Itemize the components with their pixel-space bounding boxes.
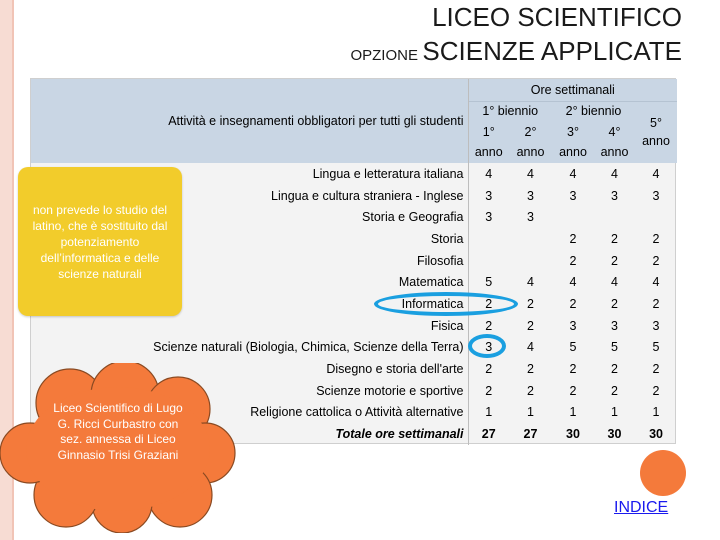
hours-cell: 2 xyxy=(569,231,577,246)
slide-title: LICEO SCIENTIFICO xyxy=(432,2,682,32)
table-row xyxy=(31,315,677,337)
subtitle-prefix: OPZIONE xyxy=(350,47,418,64)
hours-cell: 4 xyxy=(652,166,660,181)
hours-cell: 1 xyxy=(485,405,493,420)
hours-cell: 2 xyxy=(485,383,493,398)
hours-cell: 3 xyxy=(569,188,577,203)
hours-cell: 4 xyxy=(611,275,618,290)
hours-cell: 1 xyxy=(569,405,577,420)
hours-cell: 1 xyxy=(652,405,660,420)
hours-cell: 5 xyxy=(569,340,577,355)
hours-cell: 3 xyxy=(652,318,660,333)
header-year-5-number: 5° xyxy=(650,116,662,131)
header-year-3-anno: anno xyxy=(559,145,587,159)
hours-cell: 4 xyxy=(527,275,534,290)
subtitle-main: SCIENZE APPLICATE xyxy=(422,36,682,66)
index-link[interactable]: INDICE xyxy=(614,499,669,516)
hours-cell: 3 xyxy=(485,188,493,203)
hours-cell: 3 xyxy=(485,340,493,355)
subject-cell: Filosofia xyxy=(31,250,468,272)
header-year-5-anno: anno xyxy=(642,134,670,149)
hours-cell: 2 xyxy=(652,362,660,377)
hours-cell: 3 xyxy=(527,210,534,225)
subject-cell: Informatica xyxy=(31,293,468,315)
hours-cell xyxy=(552,206,594,228)
hours-cell: 2 xyxy=(485,318,493,333)
latin-note-text: non prevede lo studio del latino, che è sostituito dal potenziamento dell’informatica e delle scienze naturali xyxy=(32,202,168,281)
total-label: Totale ore settimanali xyxy=(31,423,468,445)
subject-cell: Disegno e storia dell'arte xyxy=(31,358,468,380)
subject-cell: Matematica xyxy=(31,271,468,293)
hours-cell: 2 xyxy=(569,383,577,398)
total-cell: 30 xyxy=(607,427,622,442)
header-year-2-anno: anno xyxy=(516,145,545,159)
subject-cell: Lingua e letteratura italiana xyxy=(31,163,468,185)
hours-cell: 3 xyxy=(611,318,618,333)
header-year-2-number: 2° xyxy=(524,125,537,139)
hours-cell: 2 xyxy=(611,362,618,377)
hours-cell: 2 xyxy=(611,253,618,268)
header-year-1-number: 1° xyxy=(482,125,495,139)
header-year-3 xyxy=(552,121,594,163)
subject-cell: Religione cattolica o Attività alternative xyxy=(31,402,468,424)
hours-cell: 2 xyxy=(611,383,618,398)
header-year-2 xyxy=(509,121,552,163)
hours-cell: 2 xyxy=(485,362,493,377)
header-hours: Ore settimanali xyxy=(468,79,677,101)
hours-cell: 2 xyxy=(652,231,660,246)
hours-cell: 1 xyxy=(611,405,618,420)
hours-cell xyxy=(509,228,552,250)
subject-cell: Lingua e cultura straniera - Inglese xyxy=(31,185,468,207)
hours-cell: 4 xyxy=(485,166,493,181)
hours-cell: 4 xyxy=(569,166,577,181)
hours-cell: 2 xyxy=(527,318,534,333)
hours-cell xyxy=(594,206,635,228)
hours-cell: 3 xyxy=(527,188,534,203)
subject-cell: Storia e Geografia xyxy=(31,206,468,228)
hours-cell: 2 xyxy=(652,253,660,268)
hours-cell: 4 xyxy=(569,275,577,290)
subject-cell: Scienze motorie e sportive xyxy=(31,380,468,402)
hours-cell: 2 xyxy=(611,231,618,246)
header-biennio-2: 2° biennio xyxy=(552,101,635,121)
table-row xyxy=(31,337,677,359)
decorative-orange-circle xyxy=(640,450,686,496)
header-year-4-anno: anno xyxy=(600,145,629,159)
hours-cell: 5 xyxy=(652,340,660,355)
slide-subtitle xyxy=(350,36,682,67)
subject-cell: Fisica xyxy=(31,315,468,337)
hours-cell: 3 xyxy=(611,188,618,203)
hours-cell: 3 xyxy=(485,210,493,225)
header-year-3-number: 3° xyxy=(567,125,579,139)
subject-cell: Scienze naturali (Biologia, Chimica, Scienze della Terra) xyxy=(31,337,468,359)
header-year-1 xyxy=(468,121,509,163)
hours-cell: 5 xyxy=(611,340,618,355)
hours-cell: 4 xyxy=(611,166,618,181)
highlight-ellipse-informatica xyxy=(374,292,518,316)
hours-cell xyxy=(635,206,677,228)
hours-cell: 2 xyxy=(527,296,534,311)
header-biennio-1: 1° biennio xyxy=(468,101,552,121)
header-year-5 xyxy=(635,101,677,163)
hours-cell: 5 xyxy=(485,275,493,290)
hours-cell: 4 xyxy=(652,275,660,290)
header-year-1-anno: anno xyxy=(474,145,503,159)
hours-cell: 1 xyxy=(527,405,534,420)
hours-cell: 3 xyxy=(569,318,577,333)
highlight-ellipse-scienze xyxy=(468,334,506,358)
hours-cell xyxy=(468,250,509,272)
total-cell: 27 xyxy=(523,427,538,442)
header-year-4-number: 4° xyxy=(608,125,621,139)
hours-cell: 4 xyxy=(527,166,534,181)
hours-cell: 4 xyxy=(527,340,534,355)
hours-cell: 2 xyxy=(485,296,493,311)
hours-cell: 2 xyxy=(527,362,534,377)
total-cell: 30 xyxy=(566,427,580,442)
hours-cell xyxy=(468,228,509,250)
hours-cell: 2 xyxy=(611,296,618,311)
hours-cell: 2 xyxy=(652,296,660,311)
hours-cell: 2 xyxy=(569,362,577,377)
latin-note-box xyxy=(18,167,182,316)
header-year-4 xyxy=(594,121,635,163)
total-cell: 30 xyxy=(649,427,663,442)
school-note-text: Liceo Scientifico di Lugo G. Ricci Curbastro con sez. annessa di Liceo Ginnasio Trisi Graziani xyxy=(53,401,183,462)
hours-cell: 2 xyxy=(652,383,660,398)
hours-cell: 2 xyxy=(569,253,577,268)
hours-cell: 2 xyxy=(527,383,534,398)
hours-cell: 2 xyxy=(569,296,577,311)
hours-cell xyxy=(509,250,552,272)
hours-cell: 3 xyxy=(652,188,660,203)
header-activity: Attività e insegnamenti obbligatori per tutti gli studenti xyxy=(31,79,468,163)
subject-cell: Storia xyxy=(31,228,468,250)
total-cell: 27 xyxy=(481,427,496,442)
